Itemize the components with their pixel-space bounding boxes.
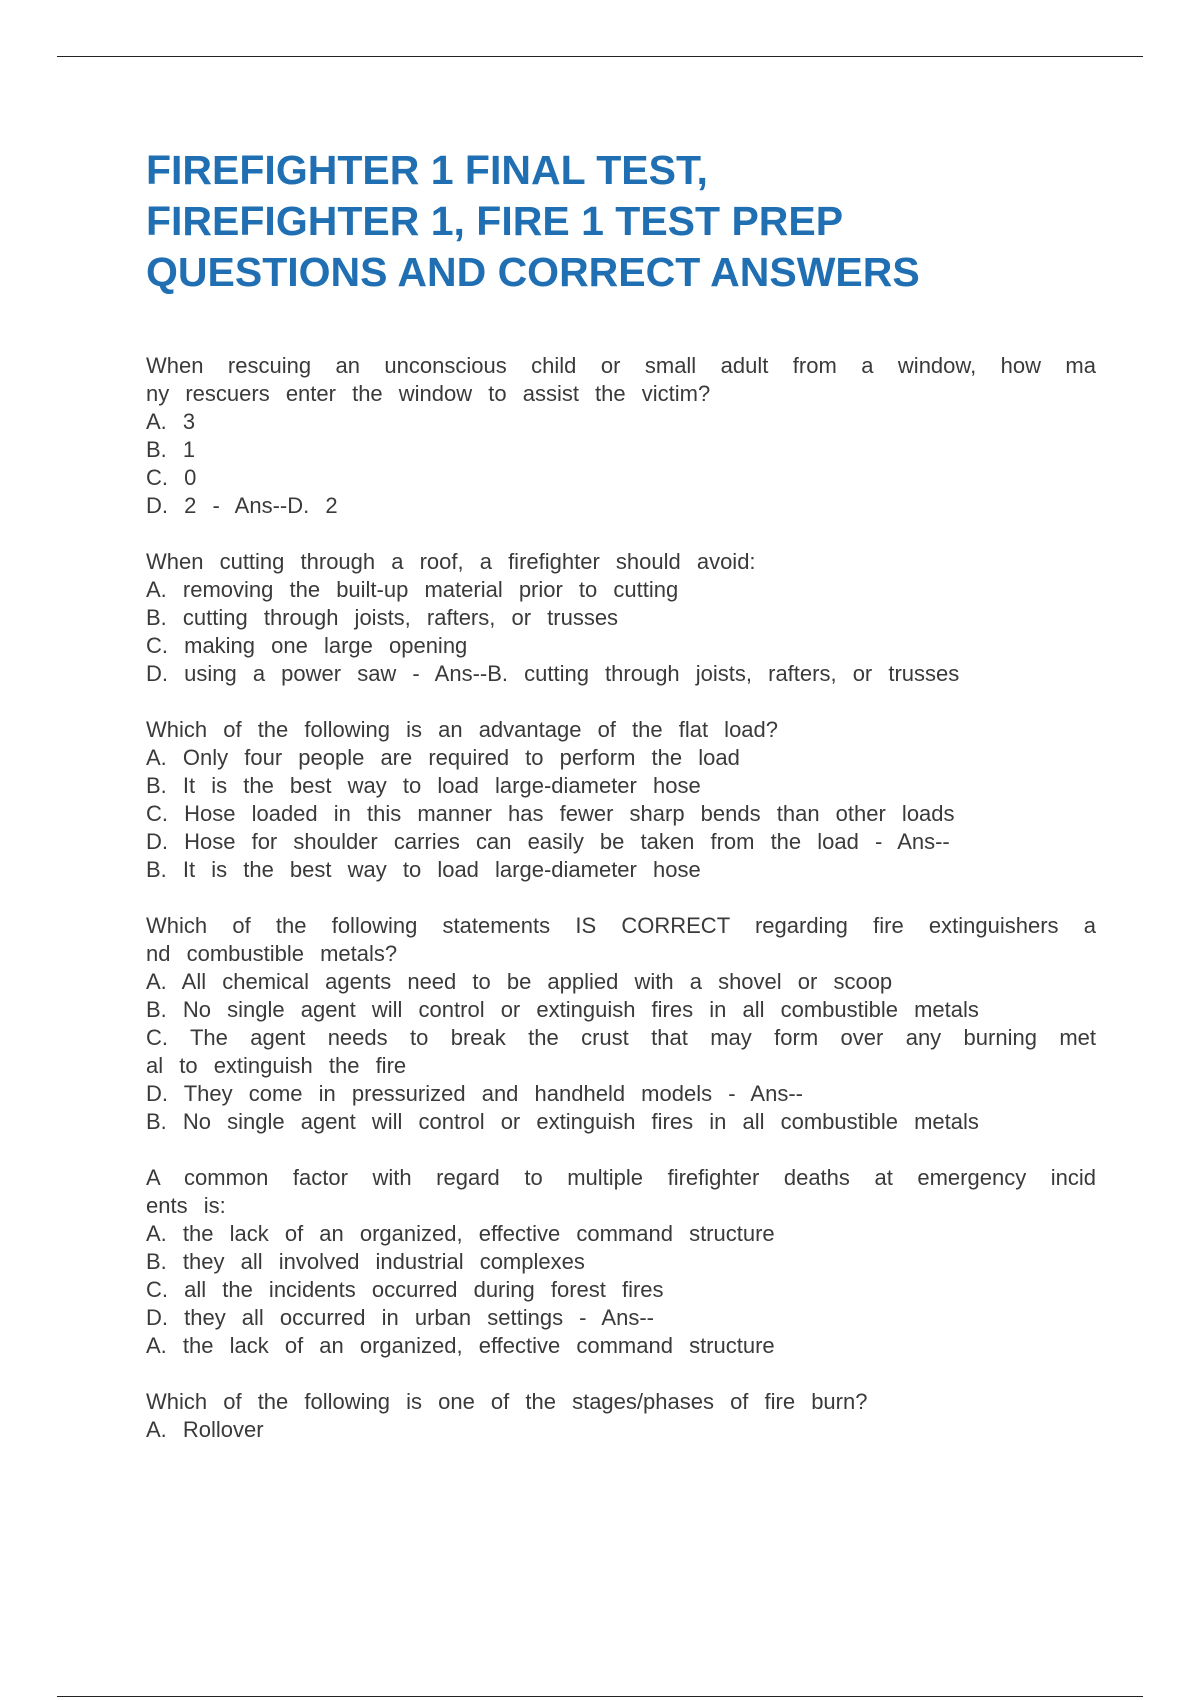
question-text-line: Which of the following is an advantage of the flat load? xyxy=(146,717,779,742)
question-block-5 xyxy=(146,1164,1096,1360)
answer-key: B. No single agent will control or extinguish fires in all combustible metals xyxy=(146,1109,979,1134)
answer-option: A. removing the built-up material prior to cutting xyxy=(146,577,679,602)
answer-option-with-key: D. using a power saw - Ans--B. cutting through joists, rafters, or trusses xyxy=(146,661,960,686)
title-line: FIREFIGHTER 1 FINAL TEST, xyxy=(146,147,708,193)
title-line: FIREFIGHTER 1, FIRE 1 TEST PREP xyxy=(146,198,844,244)
answer-option: A. All chemical agents need to be applied with a shovel or scoop xyxy=(146,969,893,994)
answer-option: C. Hose loaded in this manner has fewer sharp bends than other loads xyxy=(146,801,955,826)
footer-rule xyxy=(57,1696,1143,1697)
question-block-6 xyxy=(146,1388,1096,1444)
answer-option: B. It is the best way to load large-diameter hose xyxy=(146,773,701,798)
answer-option: B. cutting through joists, rafters, or trusses xyxy=(146,605,619,630)
question-text-line: Which of the following statements IS CORRECT regarding fire extinguishers a xyxy=(146,913,1096,938)
answer-option: A. the lack of an organized, effective command structure xyxy=(146,1221,775,1246)
answer-option: al to extinguish the fire xyxy=(146,1053,407,1078)
header-rule xyxy=(57,56,1143,57)
questions-list xyxy=(146,352,1096,1472)
answer-key: A. the lack of an organized, effective command structure xyxy=(146,1333,775,1358)
answer-option: A. Only four people are required to perform the load xyxy=(146,745,740,770)
answer-option: C. The agent needs to break the crust that may form over any burning met xyxy=(146,1025,1096,1050)
question-text-line: When rescuing an unconscious child or small adult from a window, how ma xyxy=(146,353,1096,378)
question-text-line: nd combustible metals? xyxy=(146,941,398,966)
question-block-2 xyxy=(146,548,1096,688)
answer-option: C. 0 xyxy=(146,465,197,490)
answer-option-with-key: D. Hose for shoulder carries can easily be taken from the load - Ans-- xyxy=(146,829,950,854)
answer-option: B. they all involved industrial complexes xyxy=(146,1249,585,1274)
question-block-1 xyxy=(146,352,1096,520)
question-block-3 xyxy=(146,716,1096,884)
question-text-line: When cutting through a roof, a firefighter should avoid: xyxy=(146,549,756,574)
question-text-line: ny rescuers enter the window to assist the victim? xyxy=(146,381,711,406)
question-text-line: Which of the following is one of the stages/phases of fire burn? xyxy=(146,1389,868,1414)
answer-option: B. 1 xyxy=(146,437,196,462)
answer-option: C. making one large opening xyxy=(146,633,468,658)
question-block-4 xyxy=(146,912,1096,1136)
answer-option-with-key: D. they all occurred in urban settings - Ans-- xyxy=(146,1305,654,1330)
answer-option-with-key: D. 2 - Ans--D. 2 xyxy=(146,493,338,518)
answer-option: C. all the incidents occurred during forest fires xyxy=(146,1277,664,1302)
document-title xyxy=(146,145,1106,298)
question-text-line: A common factor with regard to multiple firefighter deaths at emergency incid xyxy=(146,1165,1096,1190)
answer-option: A. 3 xyxy=(146,409,196,434)
answer-option-with-key: D. They come in pressurized and handheld models - Ans-- xyxy=(146,1081,803,1106)
question-text-line: ents is: xyxy=(146,1193,226,1218)
answer-key: B. It is the best way to load large-diameter hose xyxy=(146,857,701,882)
answer-option: B. No single agent will control or extinguish fires in all combustible metals xyxy=(146,997,979,1022)
title-line: QUESTIONS AND CORRECT ANSWERS xyxy=(146,249,920,295)
answer-option: A. Rollover xyxy=(146,1417,264,1442)
